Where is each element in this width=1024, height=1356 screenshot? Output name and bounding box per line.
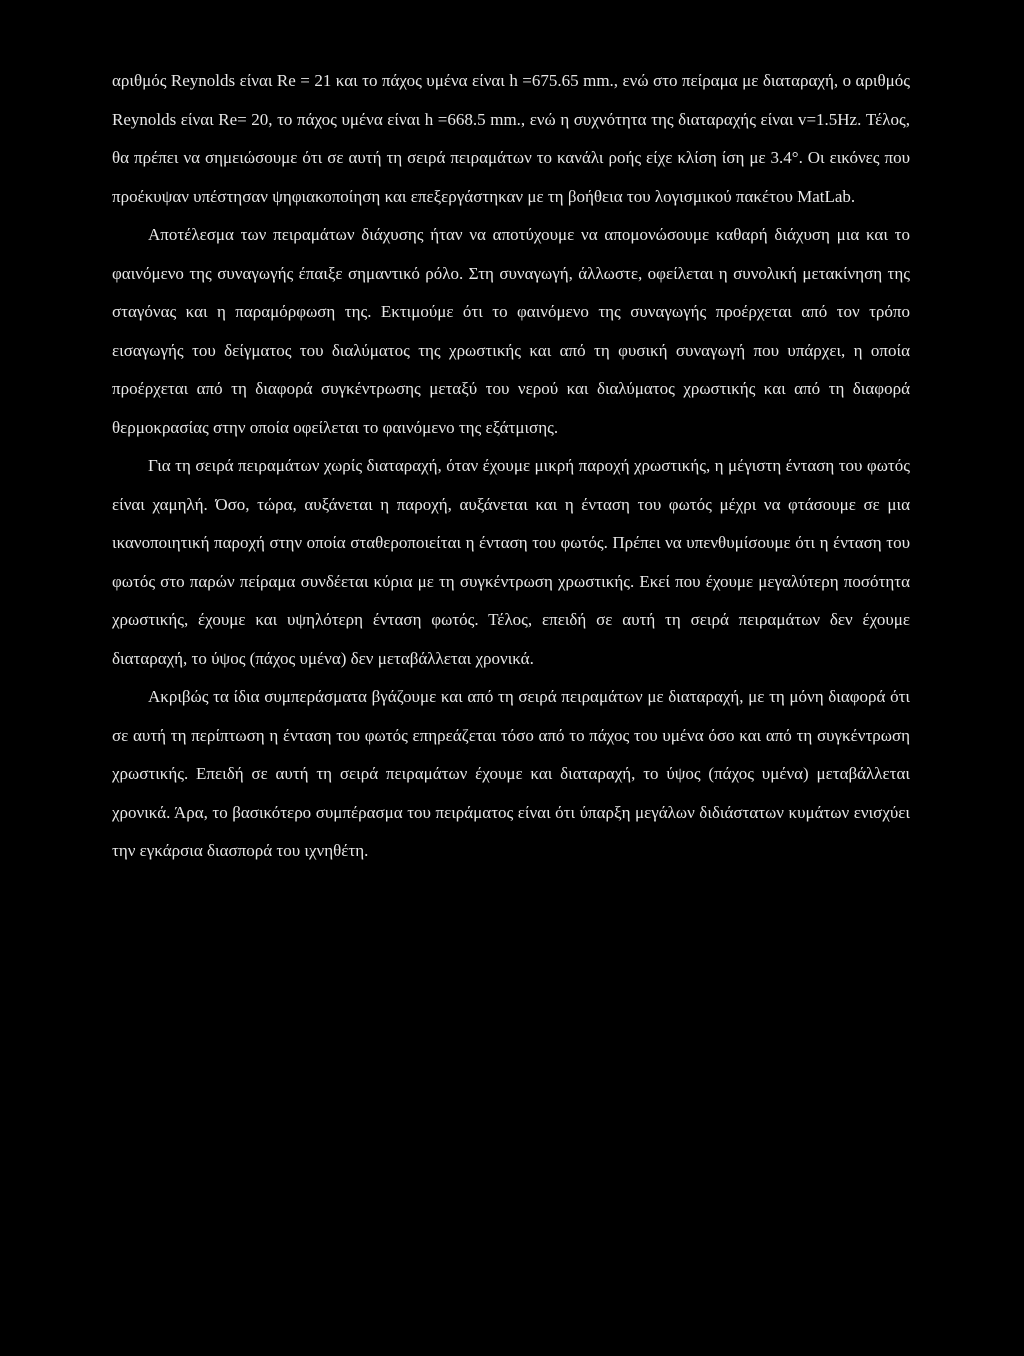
paragraph-diffusion-results: Αποτέλεσμα των πειραμάτων διάχυσης ήταν να αποτύχουμε να απομονώσουμε καθαρή διάχυση μια και το φαινόμενο της συναγωγής έπαιξε σημαντικό ρόλο. Στη συναγωγή, άλλωστε, οφείλεται η συνολική μετακίνηση της σταγόνας και η παραμόρφωση της. Εκτιμούμε ότι το φαινόμενο της συναγωγής προέρχεται από τον τρόπο εισαγωγής του δείγματος του διαλύματος της χρωστικής και από τη φυσική συναγωγή που υπάρχει, η οποία προέρχεται από τη διαφορά συγκέντρωσης μεταξύ του νερού και διαλύματος χρωστικής και από τη διαφορά θερμοκρασίας στην οποία οφείλεται το φαινόμενο της εξάτμισης. [112,225,910,437]
paragraph-disturbance-conclusions: Ακριβώς τα ίδια συμπεράσματα βγάζουμε και από τη σειρά πειραμάτων με διαταραχή, με τη μόνη διαφορά ότι σε αυτή τη περίπτωση η ένταση του φωτός επηρεάζεται τόσο από το πάχος του υμένα όσο και από τη συγκέντρωση χρωστικής. Επειδή σε αυτή τη σειρά πειραμάτων έχουμε και διαταραχή, το ύψος (πάχος υμένα) μεταβάλλεται χρονικά. Άρα, το βασικότερο συμπέρασμα του πειράματος είναι ότι ύπαρξη μεγάλων διδιάστατων κυμάτων ενισχύει την εγκάρσια διασπορά του ιχνηθέτη. [112,687,910,860]
paragraph-no-disturbance-series: Για τη σειρά πειραμάτων χωρίς διαταραχή, όταν έχουμε μικρή παροχή χρωστικής, η μέγιστη ένταση του φωτός είναι χαμηλή. Όσο, τώρα, αυξάνεται η παροχή, αυξάνεται και η ένταση του φωτός μέχρι να φτάσουμε σε μια ικανοποιητική παροχή στην οποία σταθεροποιείται η ένταση του φωτός. Πρέπει να υπενθυμίσουμε ότι η ένταση του φωτός στο παρών πείραμα συνδέεται κύρια με τη συγκέντρωση χρωστικής. Εκεί που έχουμε μεγαλύτερη ποσότητα χρωστικής, έχουμε και υψηλότερη ένταση φωτός. Τέλος, επειδή σε αυτή τη σειρά πειραμάτων δεν έχουμε διαταραχή, το ύψος (πάχος υμένα) δεν μεταβάλλεται χρονικά. [112,456,910,668]
document-page [112,62,910,871]
paragraph-reynolds-parameters: αριθμός Reynolds είναι Re = 21 και το πάχος υμένα είναι h =675.65 mm., ενώ στο πείραμα με διαταραχή, ο αριθμός Reynolds είναι Re= 20, το πάχος υμένα είναι h =668.5 mm., ενώ η συχνότητα της διαταραχής είναι v=1.5Hz. Τέλος, θα πρέπει να σημειώσουμε ότι σε αυτή τη σειρά πειραμάτων το κανάλι ροής είχε κλίση ίση με 3.4°. Οι εικόνες που προέκυψαν υπέστησαν ψηφιακοποίηση και επεξεργάστηκαν με τη βοήθεια του λογισμικού πακέτου MatLab. [112,71,910,206]
